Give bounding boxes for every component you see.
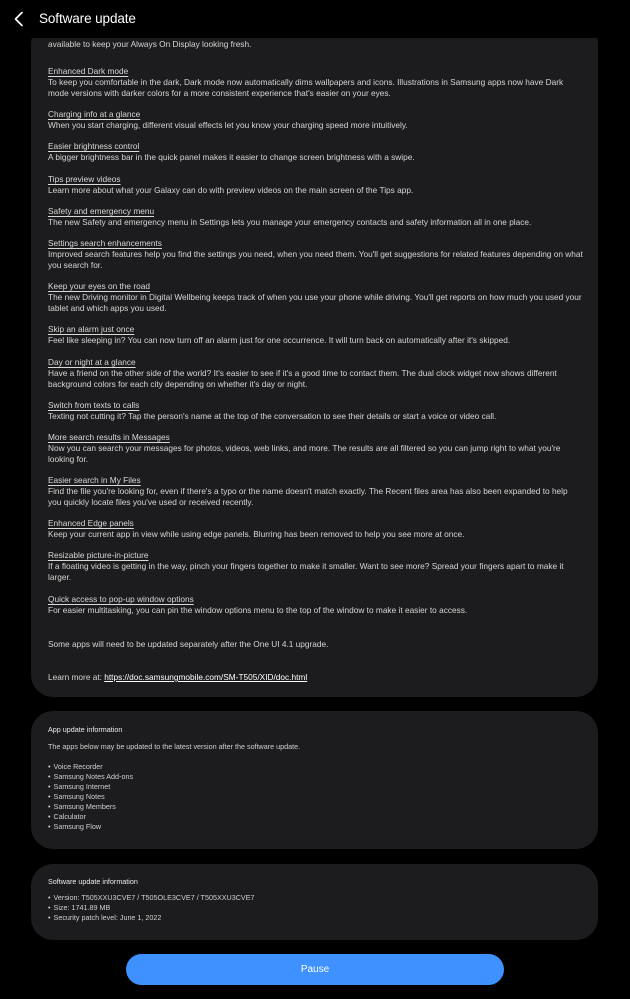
app-list-item: • Samsung Members bbox=[48, 802, 133, 812]
learn-more-link[interactable]: https://doc.samsungmobile.com/SM-T505/XID/doc.html bbox=[104, 672, 308, 682]
app-list-item: • Samsung Notes Add-ons bbox=[48, 772, 133, 782]
update-note: Some apps will need to be updated separately after the One UI 4.1 upgrade. bbox=[48, 639, 329, 649]
feature-item bbox=[48, 594, 583, 616]
feature-description: Texting not cutting it? Tap the person's name at the top of the conversation to see their details or start a voice or video call. bbox=[48, 410, 497, 421]
feature-title-link[interactable]: Safety and emergency menu bbox=[48, 205, 155, 216]
feature-item bbox=[48, 357, 583, 390]
feature-title-link[interactable]: Easier brightness control bbox=[48, 141, 140, 152]
app-header bbox=[0, 0, 630, 38]
feature-description: Now you can search your messages for photos, videos, web links, and more. The results are all filtered so you can jump right to what you're looking for. bbox=[48, 442, 561, 464]
app-update-title: App update information bbox=[48, 725, 123, 734]
software-info-item: • Version: T505XXU3CVE7 / T505OLE3CVE7 / T505XXU3CVE7 bbox=[48, 893, 255, 903]
app-list bbox=[48, 762, 133, 832]
page-title: Software update bbox=[39, 11, 136, 26]
feature-description: Have a friend on the other side of the world? It's easier to see if it's a good time to contact them. The dual clock widget now shows different background colors for each city depending on whether it's day or night. bbox=[48, 367, 557, 389]
feature-item bbox=[48, 174, 583, 196]
app-list-item: • Calculator bbox=[48, 812, 133, 822]
feature-title-link[interactable]: Resizable picture-in-picture bbox=[48, 550, 149, 561]
feature-title-link[interactable]: Enhanced Dark mode bbox=[48, 66, 129, 76]
feature-description: Find the file you're looking for, even if there's a typo or the name doesn't match exactly. The Recent files area has also been expanded to help you quickly locate files you've used or received recently. bbox=[48, 486, 568, 508]
feature-title-link[interactable]: Switch from texts to calls bbox=[48, 399, 140, 410]
app-list-item: • Samsung Flow bbox=[48, 822, 133, 832]
feature-item bbox=[48, 518, 583, 540]
feature-item bbox=[48, 141, 583, 163]
feature-title-link[interactable]: Skip an alarm just once bbox=[48, 324, 135, 335]
feature-item bbox=[48, 66, 583, 99]
feature-description: The new Driving monitor in Digital Wellbeing keeps track of when you use your phone while driving. You'll get reports on how much you used your tablet and which apps you used. bbox=[48, 292, 582, 314]
feature-list bbox=[48, 66, 583, 626]
feature-item bbox=[48, 432, 583, 465]
feature-description: Keep your current app in view while using edge panels. Blurring has been removed to help you see more at once. bbox=[48, 529, 465, 540]
software-info-list bbox=[48, 893, 255, 923]
feature-item bbox=[48, 281, 583, 314]
feature-description: To keep you comfortable in the dark, Dark mode now automatically dims wallpapers and icons. Illustrations in Samsung apps now have Dark mode versions with darker colors for a more consistent experience that's easier on your eyes. bbox=[48, 77, 564, 98]
feature-description: If a floating video is getting in the way, pinch your fingers together to make it smaller. Want to see more? Spread your fingers apart to make it larger. bbox=[48, 561, 564, 583]
pause-button[interactable]: Pause bbox=[126, 954, 504, 985]
partial-feature-text: available to keep your Always On Display looking fresh. bbox=[48, 39, 252, 49]
feature-item bbox=[48, 475, 583, 508]
chevron-left-icon bbox=[13, 11, 25, 27]
app-list-item: • Voice Recorder bbox=[48, 762, 133, 772]
learn-more-label: Learn more at: bbox=[48, 672, 105, 682]
feature-description: Feel like sleeping in? You can now turn off an alarm just for one occurrence. It will turn back on automatically after it's skipped. bbox=[48, 335, 511, 346]
app-update-desc: The apps below may be updated to the latest version after the software update. bbox=[48, 742, 301, 751]
feature-item bbox=[48, 400, 583, 422]
feature-title-link[interactable]: Charging info at a glance bbox=[48, 109, 141, 120]
feature-item bbox=[48, 109, 583, 131]
software-info-item: • Size: 1741.89 MB bbox=[48, 903, 255, 913]
software-info-title: Software update information bbox=[48, 877, 138, 886]
feature-description: A bigger brightness bar in the quick panel makes it easier to change screen brightness with a swipe. bbox=[48, 152, 415, 163]
release-notes-card bbox=[31, 22, 598, 697]
feature-description: Improved search features help you find the settings you need, when you need them. You'll get suggestions for related features depending on what you search for. bbox=[48, 248, 583, 270]
learn-more bbox=[48, 672, 307, 683]
feature-title-link[interactable]: Enhanced Edge panels bbox=[48, 518, 134, 529]
feature-title-link[interactable]: Keep your eyes on the road bbox=[48, 281, 150, 292]
software-info-card bbox=[31, 864, 598, 940]
feature-description: For easier multitasking, you can pin the window options menu to the top of the window to make it easier to access. bbox=[48, 604, 468, 615]
app-update-card bbox=[31, 711, 598, 849]
app-list-item: • Samsung Internet bbox=[48, 782, 133, 792]
feature-title-link[interactable]: More search results in Messages bbox=[48, 431, 170, 442]
feature-description: Learn more about what your Galaxy can do with preview videos on the main screen of the Tips app. bbox=[48, 184, 414, 195]
feature-title-link[interactable]: Day or night at a glance bbox=[48, 356, 136, 367]
app-list-item: • Samsung Notes bbox=[48, 792, 133, 802]
feature-title-link[interactable]: Tips preview videos bbox=[48, 173, 121, 184]
feature-title-link[interactable]: Quick access to pop-up window options bbox=[48, 593, 194, 604]
software-info-item: • Security patch level: June 1, 2022 bbox=[48, 913, 255, 923]
feature-title-link[interactable]: Easier search in My Files bbox=[48, 475, 141, 486]
feature-item bbox=[48, 238, 583, 271]
feature-item bbox=[48, 324, 583, 346]
feature-description: The new Safety and emergency menu in Settings lets you manage your emergency contacts and safety information all in one place. bbox=[48, 216, 532, 227]
feature-title-link[interactable]: Settings search enhancements bbox=[48, 237, 162, 248]
feature-item bbox=[48, 206, 583, 228]
back-button[interactable] bbox=[8, 8, 30, 30]
feature-item bbox=[48, 550, 583, 583]
feature-description: When you start charging, different visual effects let you know your charging speed more intuitively. bbox=[48, 120, 408, 131]
